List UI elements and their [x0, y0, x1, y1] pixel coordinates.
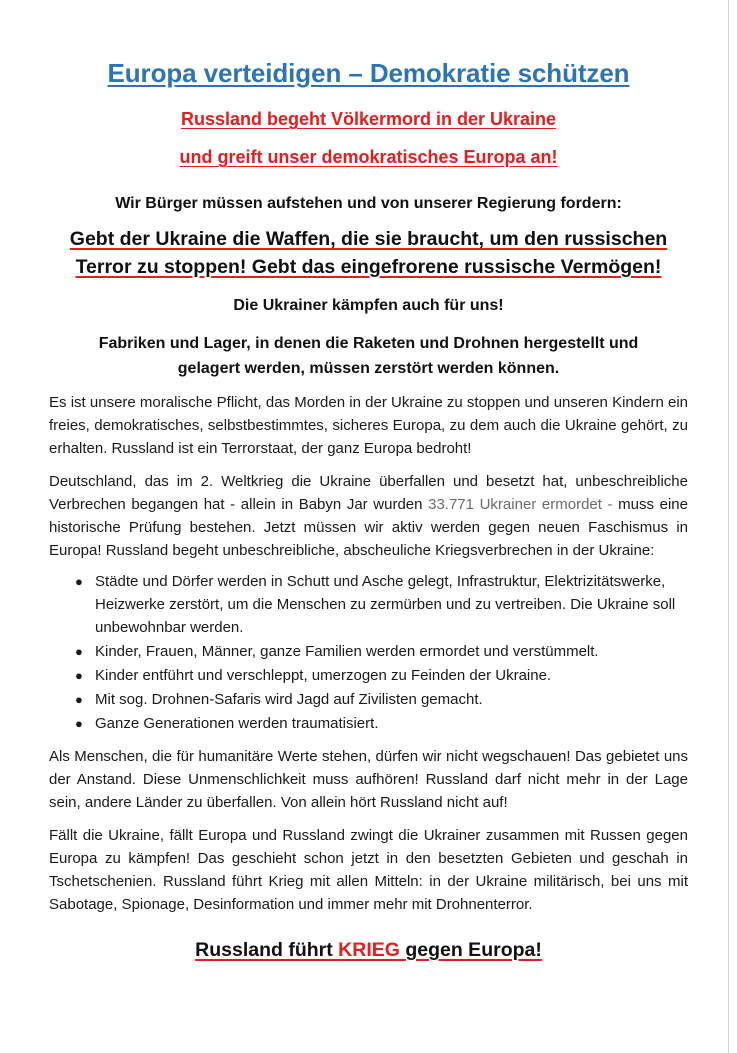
page-edge-line — [728, 0, 729, 1053]
page-title: Europa verteidigen – Demokratie schützen — [107, 58, 630, 88]
closing-text-1: Russland führt — [195, 939, 339, 961]
factories-line-1: Fabriken und Lager, in denen die Raketen und Drohnen hergestellt und — [98, 335, 639, 352]
paragraph-humanitarian: Als Menschen, die für humanitäre Werte stehen, dürfen wir nicht wegschauen! Das gebietet uns der Anstand. Diese Unmenschlichkeit muss aufhören! Russland darf nicht mehr in der Lage sein, andere Länder zu überfallen. Von allein hört Russland nicht auf! — [49, 748, 688, 811]
paragraph-history-text-1: Deutschland, das im 2. Weltkrieg die Ukraine überfallen und besetzt hat, unbeschreibliche Verbrechen begangen hat - allein in Babyn Jar wurden — [49, 473, 688, 513]
list-item — [75, 664, 688, 687]
war-crimes-list — [49, 570, 688, 735]
list-item-text: Kinder, Frauen, Männer, ganze Familien werden ermordet und verstümmelt. — [95, 643, 599, 660]
demand-intro: Wir Bürger müssen aufstehen und von unserer Regierung fordern: — [115, 195, 622, 212]
paragraph-europe-falls: Fällt die Ukraine, fällt Europa und Russland zwingt die Ukrainer zusammen mit Russen gegen Europa zu kämpfen! Das geschieht schon jetzt in den besetzten Gebieten und geschah in Tschetschenien. Russland führt Krieg mit allen Mitteln: in der Ukraine militärisch, bei uns mit Sabotage, Spionage, Desinformation und immer mehr mit Drohnenterror. — [49, 827, 688, 913]
closing-statement — [49, 936, 688, 964]
list-item-text: Mit sog. Drohnen-Safaris wird Jagd auf Zivilisten gemacht. — [95, 691, 483, 708]
list-item — [75, 570, 688, 639]
list-item — [75, 712, 688, 735]
paragraph-history — [49, 470, 688, 562]
bullet-icon: ● — [75, 716, 83, 731]
red-headline-line-1: Russland begeht Völkermord in der Ukraine — [180, 109, 557, 129]
list-item-text: Ganze Generationen werden traumatisiert. — [95, 715, 379, 732]
red-headline-line-2: und greift unser demokratisches Europa an! — [179, 147, 558, 167]
demand-line-1: Gebt der Ukraine die Waffen, die sie braucht, um den russischen — [69, 228, 668, 250]
babyn-jar-victims-count: 33.771 Ukrainer ermordet - — [428, 496, 613, 513]
factories-statement — [49, 331, 688, 381]
bullet-icon: ● — [75, 692, 83, 707]
closing-underline — [195, 939, 542, 961]
factories-line-2: gelagert werden, müssen zerstört werden können. — [177, 360, 560, 377]
list-item-text: Kinder entführt und verschleppt, umerzogen zu Feinden der Ukraine. — [95, 667, 552, 684]
bullet-icon: ● — [75, 668, 83, 683]
paragraph-moral-duty: Es ist unsere moralische Pflicht, das Morden in der Ukraine zu stoppen und unseren Kindern ein freies, demokratisches, selbstbestimmtes, sicheres Europa, zu dem auch die Ukraine gehört, zu erhalten. Russland ist ein Terrorstaat, der ganz Europa bedroht! — [49, 394, 688, 457]
list-item — [75, 688, 688, 711]
paragraph-history-text-2: muss eine historische Prüfung bestehen. Jetzt müssen wir aktiv werden gegen neuen Faschismus in Europa! Russland begeht unbeschreibliche, abscheuliche Kriegsverbrechen in der Ukraine: — [49, 496, 688, 559]
demand-line-2: Terror zu stoppen! Gebt das eingefrorene russische Vermögen! — [75, 256, 662, 278]
list-item — [75, 640, 688, 663]
demand-statement — [49, 225, 688, 281]
list-item-text: Städte und Dörfer werden in Schutt und Asche gelegt, Infrastruktur, Elektrizitätswerke, Heizwerke zerstört, um die Menschen zu zermürben und zu vertreiben. Die Ukraine soll unbewohnbar werden. — [95, 573, 676, 636]
closing-text-2: gegen Europa! — [399, 939, 542, 961]
bullet-icon: ● — [75, 644, 83, 659]
ukrainians-fight-statement: Die Ukrainer kämpfen auch für uns! — [233, 297, 504, 314]
bullet-icon: ● — [75, 574, 83, 589]
krieg-word: KRIEG — [338, 939, 400, 961]
